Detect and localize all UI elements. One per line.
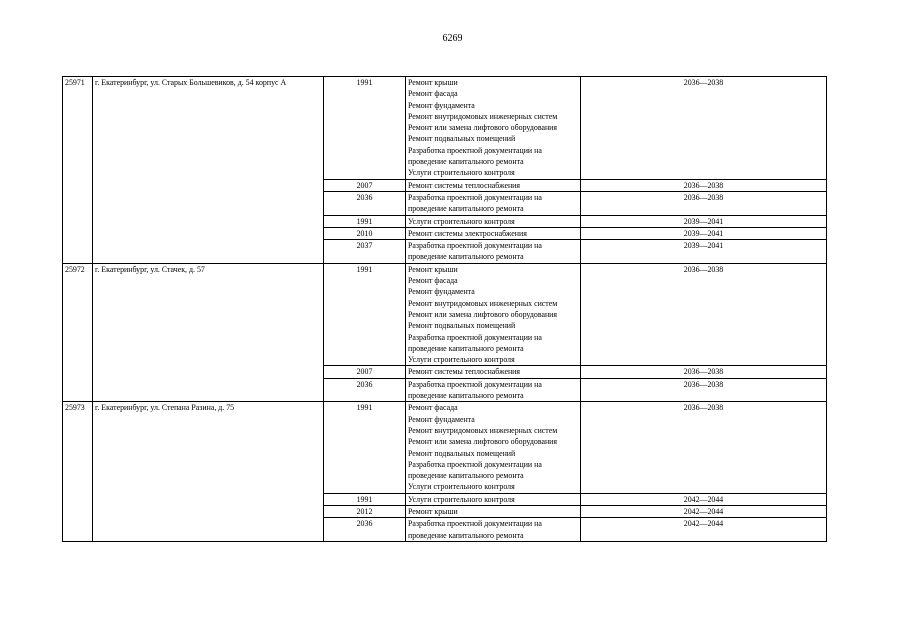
- entry-works: [406, 366, 581, 378]
- entry-works: [406, 179, 581, 191]
- entry-period: 2036—2038: [581, 179, 827, 191]
- object-number: 25972: [63, 263, 93, 402]
- work-line: Ремонт системы теплоснабжения: [408, 367, 521, 377]
- entry-works: [406, 191, 581, 215]
- work-line: Ремонт внутридомовых инженерных систем: [408, 111, 558, 121]
- entry-year: 2037: [324, 240, 406, 264]
- work-line: Услуги строительного контроля: [408, 494, 515, 504]
- registry-table: [62, 76, 827, 542]
- entry-period: 2036—2038: [581, 263, 827, 366]
- work-line: Ремонт или замена лифтового оборудования: [408, 309, 558, 319]
- work-line: Разработка проектной документации на: [408, 519, 542, 529]
- entry-year: 2007: [324, 366, 406, 378]
- entry-year: 2007: [324, 179, 406, 191]
- work-line: Разработка проектной документации на: [408, 241, 542, 251]
- registry-table-body: [63, 77, 827, 542]
- work-line: Ремонт крыши: [408, 78, 458, 87]
- work-line: Услуги строительного контроля: [408, 216, 515, 226]
- work-line: Ремонт или замена лифтового оборудования: [408, 123, 558, 133]
- work-line: Ремонт системы электроснабжения: [408, 228, 527, 238]
- entry-year: 1991: [324, 402, 406, 493]
- entry-period: 2036—2038: [581, 402, 827, 493]
- entry-works: [406, 227, 581, 239]
- entry-period: 2036—2038: [581, 366, 827, 378]
- entry-works: [406, 518, 581, 542]
- entry-year: 1991: [324, 493, 406, 505]
- entry-period: 2036—2038: [581, 378, 827, 402]
- entry-year: 1991: [324, 77, 406, 180]
- object-number: 25971: [63, 77, 93, 264]
- entry-works: [406, 402, 581, 493]
- entry-year: 2010: [324, 227, 406, 239]
- work-line: Ремонт фасада: [408, 403, 458, 413]
- work-line: Ремонт фундамента: [408, 414, 475, 424]
- entry-year: 2036: [324, 518, 406, 542]
- work-line: Ремонт или замена лифтового оборудования: [408, 437, 558, 447]
- entry-period: 2042—2044: [581, 505, 827, 517]
- entry-year: 2036: [324, 378, 406, 402]
- entry-period: 2039—2041: [581, 227, 827, 239]
- entry-period: 2039—2041: [581, 240, 827, 264]
- work-line: проведение капитального ремонта: [408, 530, 524, 540]
- work-line: Ремонт фасада: [408, 89, 458, 99]
- entry-works: [406, 493, 581, 505]
- work-line: Ремонт внутридомовых инженерных систем: [408, 425, 558, 435]
- entry-year: 1991: [324, 215, 406, 227]
- work-line: Разработка проектной документации на: [408, 379, 542, 389]
- entry-year: 1991: [324, 263, 406, 366]
- entry-period: 2039—2041: [581, 215, 827, 227]
- work-line: проведение капитального ремонта: [408, 252, 524, 262]
- entry-period: 2036—2038: [581, 77, 827, 180]
- work-line: Ремонт системы теплоснабжения: [408, 180, 521, 190]
- entry-period: 2042—2044: [581, 518, 827, 542]
- entry-year: 2036: [324, 191, 406, 215]
- work-line: Ремонт подвальных помещений: [408, 134, 516, 144]
- work-line: Разработка проектной документации на: [408, 459, 542, 469]
- entry-works: [406, 240, 581, 264]
- work-line: Ремонт крыши: [408, 506, 458, 516]
- work-line: Ремонт крыши: [408, 264, 458, 274]
- entry-works: [406, 263, 581, 366]
- entry-works: [406, 215, 581, 227]
- object-address: г. Екатеринбург, ул. Степана Разина, д. 75: [93, 402, 324, 542]
- work-line: Разработка проектной документации на: [408, 192, 542, 202]
- work-line: Услуги строительного контроля: [408, 482, 515, 492]
- page-number: 6269: [442, 33, 463, 44]
- object-address: г. Екатеринбург, ул. Стачек, д. 57: [93, 263, 324, 402]
- work-line: проведение капитального ремонта: [408, 204, 524, 214]
- entry-works: [406, 77, 581, 180]
- work-line: Услуги строительного контроля: [408, 355, 515, 365]
- table-row: [63, 77, 827, 180]
- work-line: Ремонт фасада: [408, 276, 458, 286]
- object-address: г. Екатеринбург, ул. Старых Большевиков, д. 54 корпус А: [93, 77, 324, 264]
- entry-works: [406, 378, 581, 402]
- work-line: Ремонт подвальных помещений: [408, 321, 516, 331]
- object-number: 25973: [63, 402, 93, 542]
- table-row: [63, 402, 827, 493]
- work-line: проведение капитального ремонта: [408, 343, 524, 353]
- work-line: Ремонт фундамента: [408, 100, 475, 110]
- work-line: Ремонт подвальных помещений: [408, 448, 516, 458]
- entry-works: [406, 505, 581, 517]
- work-line: проведение капитального ремонта: [408, 157, 524, 167]
- work-line: Ремонт внутридомовых инженерных систем: [408, 298, 558, 308]
- work-line: проведение капитального ремонта: [408, 471, 524, 481]
- entry-year: 2012: [324, 505, 406, 517]
- work-line: Ремонт фундамента: [408, 287, 475, 297]
- work-line: Услуги строительного контроля: [408, 168, 515, 178]
- work-line: Разработка проектной документации на: [408, 332, 542, 342]
- table-row: [63, 263, 827, 366]
- work-line: Разработка проектной документации на: [408, 145, 542, 155]
- entry-period: 2042—2044: [581, 493, 827, 505]
- work-line: проведение капитального ремонта: [408, 391, 524, 401]
- entry-period: 2036—2038: [581, 191, 827, 215]
